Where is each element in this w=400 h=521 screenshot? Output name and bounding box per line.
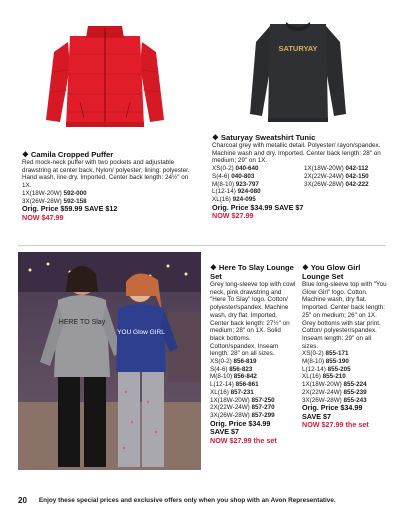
puffer-product-block [22,150,194,222]
size-row [302,366,388,374]
size-row [210,366,296,374]
item-code: 592-000 [63,189,87,197]
size-label: 1X(18W-20W) [302,381,342,389]
item-code: 042-150 [345,172,369,180]
glow-sizes [302,350,388,404]
sizes-col-right [304,165,369,204]
footer-text: Enjoy these special prices and exclusive offers only when you shop with an Avon Representative. [38,497,336,504]
item-code: 856-823 [229,365,253,373]
size-label: 2X(22W-24W) [210,404,250,412]
saturyay-orig-price: Orig. Price $34.99 SAVE $7 [212,202,304,212]
puffer-title-text: Camila Cropped Puffer [30,150,114,159]
item-code: 855-239 [343,388,367,396]
item-code: 857-231 [230,388,254,396]
saturyay-graphic-text: SATURYAY [278,44,318,53]
size-row [304,181,369,189]
size-label: 3X(26W-28W) [210,411,250,419]
item-code: 042-222 [345,180,369,188]
size-row [22,190,194,198]
item-code: 924-080 [237,188,261,196]
glow-orig-price: Orig. Price $34.99 [302,403,363,413]
page-footer [18,496,388,505]
item-code: 923-797 [235,180,259,188]
slay-title: ❖ Here To Slay Lounge Set [210,263,294,281]
slay-product-block [210,263,296,445]
slay-orig-price: Orig. Price $34.99 [210,418,271,428]
size-row [302,373,388,381]
glow-title: ❖ You Glow Girl Lounge Set [302,263,361,281]
size-label: 1X(18W-20W) [210,396,250,404]
size-label: L(12-14) [210,381,234,389]
size-row [212,188,298,196]
item-code: 040-640 [235,165,259,173]
lounge-set-models-photo [18,252,201,470]
size-label: L(12-14) [302,365,326,373]
size-label: M(8-10) [212,180,235,188]
slay-title-text: Here To Slay Lounge Set [210,263,294,281]
item-code: 855-171 [325,350,349,358]
size-label: XS(0-2) [302,350,324,358]
here-to-slay-graphic: HERE TO Slay [58,319,106,326]
size-row [210,404,296,412]
size-row [302,350,388,358]
item-code: 042-112 [345,165,369,173]
item-code: 855-205 [327,365,351,373]
size-label: XS(0-2) [212,165,234,173]
glow-save: SAVE $7 [302,411,332,421]
size-label: L(12-14) [212,188,236,196]
saturyay-sizes [212,165,390,204]
puffer-description: Red mock-neck puffer with two pockets and adjustable drawstring at center back. Nylon/ polyester; lining: polyester. Hand wash, line dry. Imported. Center back length: 24½" on 1X. [22,159,190,190]
item-code: 855-190 [325,358,349,366]
sizes-col-left [212,165,298,204]
size-label: XL(16) [302,373,321,381]
size-row [302,389,388,397]
item-code: 924-095 [232,195,256,203]
size-row [212,181,298,189]
size-label: 3X(26W-28W) [304,180,344,188]
size-row [210,358,296,366]
section-divider [18,245,386,246]
size-row [302,358,388,366]
size-label: S(4-6) [212,172,230,180]
item-code: 855-224 [343,381,367,389]
saturyay-title-text: Saturyay Sweatshirt Tunic [220,133,316,142]
size-label: 3X(26W-28W) [302,396,342,404]
size-label: XL(16) [212,195,231,203]
saturyay-now-price: NOW $27.99 [212,211,254,221]
size-row [210,381,296,389]
slay-now-price: NOW $27.99 the set [210,435,277,445]
puffer-sizes [22,190,194,205]
item-code: 592-158 [63,197,87,205]
puffer-now-price: NOW $47.99 [22,212,64,222]
size-label: XL(16) [210,388,229,396]
item-code: 857-270 [251,404,275,412]
slay-save: SAVE $7 [210,427,240,437]
size-label: 3X(26W-28W) [22,197,62,205]
item-code: 856-842 [233,373,257,381]
size-row [210,389,296,397]
size-label: 2X(22W-24W) [302,388,342,396]
saturyay-title: ❖ Saturyay Sweatshirt Tunic [212,133,316,142]
puffer-orig-price: Orig. Price $59.99 SAVE $12 [22,204,118,214]
saturyay-product-block [212,133,390,221]
size-label: 1X(18W-20W) [22,189,62,197]
item-code: 857-299 [251,411,275,419]
glow-product-block [302,263,388,430]
puffer-jacket-image [40,22,170,137]
item-code: 855-210 [322,373,346,381]
item-code: 857-250 [251,396,275,404]
size-label: M(8-10) [302,358,325,366]
you-glow-girl-graphic: YOU Glow GIRL [117,329,165,336]
size-row [212,173,298,181]
size-row [212,165,298,173]
size-row [210,397,296,405]
size-label: 1X(18W-20W) [304,165,344,173]
saturyay-description: Charcoal grey with metallic detail. Polyester/ rayon/spandex. Machine wash and dry. Imported. Center back length: 28" on medium; 29" on 1X. [212,142,381,165]
size-row [210,373,296,381]
puffer-title: ❖ Camila Cropped Puffer [22,150,114,159]
size-label: 2X(22W-24W) [304,172,344,180]
glow-description: Blue long-sleeve top with "You Glow Girl" logo. Cotton. Machine wash, dry flat. Imported. Center back length: 25" on medium; 26" on 1X. Grey bottoms with star print. Cotton/ polyester/spandex. Inseam length: 29" on all sizes. [302,281,387,350]
page-number: 20 [18,496,27,505]
size-label: XS(0-2) [210,358,232,366]
sweatshirt-tunic-image [248,18,348,124]
item-code: 855-243 [343,396,367,404]
glow-title-text: You Glow Girl Lounge Set [302,263,361,281]
item-code: 040-803 [231,172,255,180]
size-row [302,381,388,389]
glow-now-price: NOW $27.99 the set [302,420,369,430]
item-code: 856-819 [233,358,257,366]
size-label: M(8-10) [210,373,233,381]
size-row [304,173,369,181]
size-row [304,165,369,173]
size-label: S(4-6) [210,365,228,373]
slay-description: Grey long-sleeve top with cowl neck, pink drawstring and "Here To Slay" logo. Cotton/ polyester/spandex. Machine wash, dry flat. Imported. Center back length: 27½" on medium; 28" on 1X. Solid black bottoms. Cotton/spandex. Inseam length: 28" on all sizes. [210,281,296,358]
slay-sizes [210,358,296,420]
item-code: 856-861 [235,381,259,389]
